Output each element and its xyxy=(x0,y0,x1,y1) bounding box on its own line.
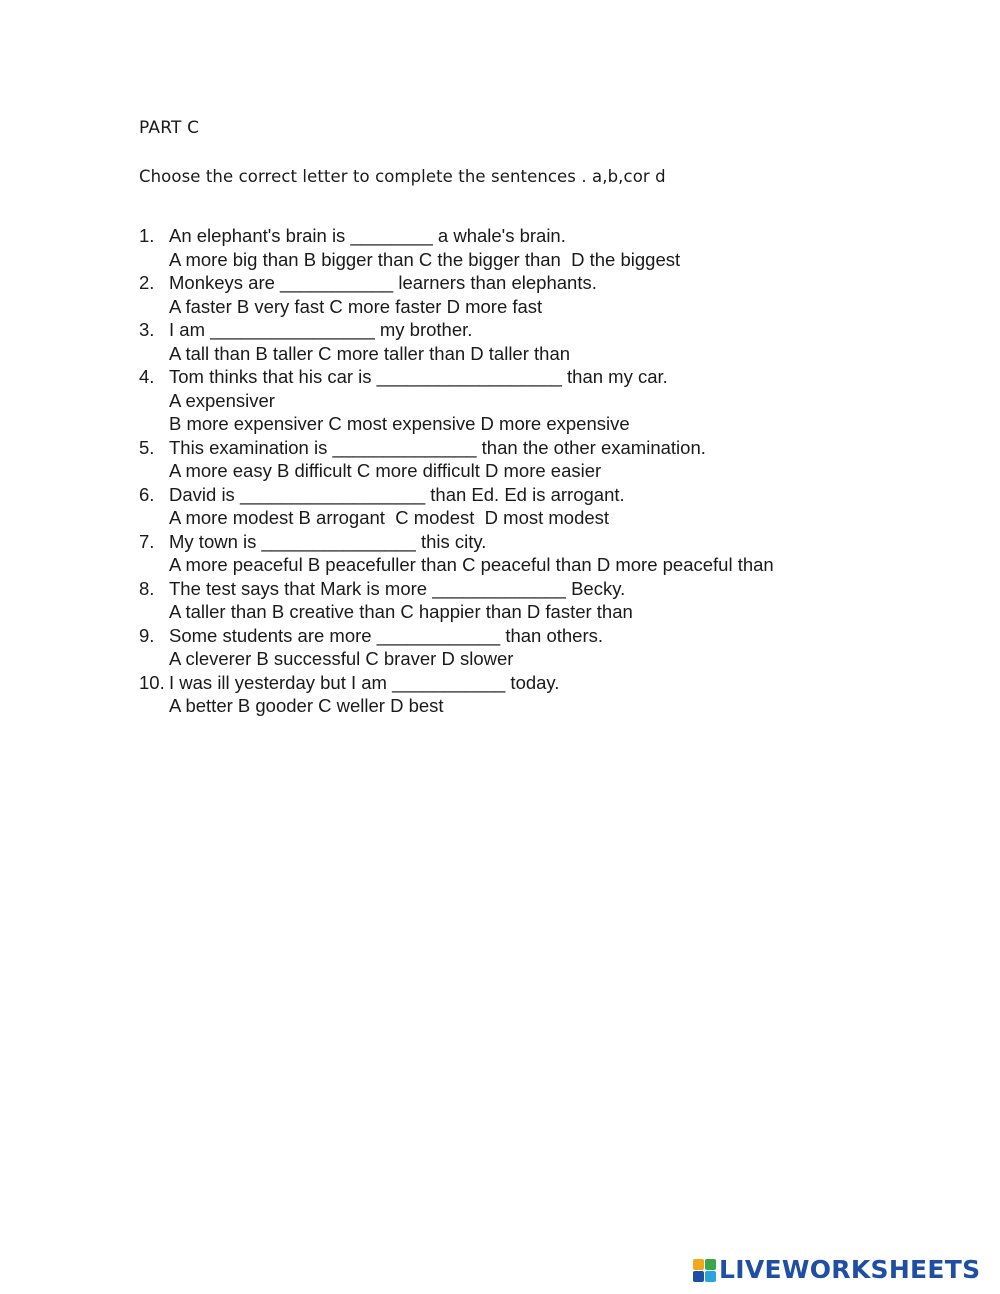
question-text: An elephant's brain is ________ a whale's brain. xyxy=(169,225,566,246)
question-text: This examination is ______________ than the other examination. xyxy=(169,436,706,458)
question-number: 4. xyxy=(139,366,155,387)
question-number: 8. xyxy=(139,577,155,599)
logo-mark-square xyxy=(693,1259,704,1270)
question-text: My town is _______________ this city. xyxy=(169,530,487,552)
question-body xyxy=(169,530,774,577)
question-item xyxy=(139,671,774,718)
question-item xyxy=(139,483,774,530)
question-body xyxy=(169,624,603,671)
question-body xyxy=(169,483,625,530)
question-number: 3. xyxy=(139,319,155,340)
question-number: 10. xyxy=(139,671,165,693)
answer-options: A more big than B bigger than C the bigger than D the biggest xyxy=(169,248,681,270)
logo-text: LIVEWORKSHEETS xyxy=(719,1255,981,1284)
logo-mark-square xyxy=(693,1271,704,1282)
question-text: I was ill yesterday but I am ___________ today. xyxy=(169,671,560,693)
logo-mark-square xyxy=(705,1259,716,1270)
question-number: 5. xyxy=(139,436,155,458)
logo-mark-icon xyxy=(693,1259,716,1282)
question-list xyxy=(139,224,774,718)
answer-options: B more expensiver C most expensive D more expensive xyxy=(169,413,630,434)
question-body xyxy=(169,436,706,483)
question-item xyxy=(139,365,774,436)
question-number: 9. xyxy=(139,624,155,646)
question-item xyxy=(139,271,774,318)
question-text: Monkeys are ___________ learners than elephants. xyxy=(169,272,597,293)
answer-options: A more modest B arrogant C modest D most modest xyxy=(169,507,610,528)
question-item xyxy=(139,318,774,365)
question-item xyxy=(139,530,774,577)
question-item xyxy=(139,224,774,271)
question-number: 6. xyxy=(139,483,155,505)
answer-options: A taller than B creative than C happier than D faster than xyxy=(169,601,633,622)
question-number: 2. xyxy=(139,272,155,293)
question-text: Tom thinks that his car is __________________ than my car. xyxy=(169,366,668,387)
part-title: PART C xyxy=(139,118,200,138)
question-body xyxy=(169,224,680,271)
question-item xyxy=(139,624,774,671)
question-item xyxy=(139,577,774,624)
answer-options: A better B gooder C weller D best xyxy=(169,695,444,716)
question-text: Some students are more ____________ than others. xyxy=(169,624,604,646)
question-item xyxy=(139,436,774,483)
question-body xyxy=(169,271,597,318)
answer-options: A tall than B taller C more taller than D taller than xyxy=(169,342,571,364)
answer-options: A cleverer B successful C braver D slower xyxy=(169,648,514,669)
answer-options: A more easy B difficult C more difficult D more easier xyxy=(169,460,602,481)
question-body xyxy=(169,365,668,436)
question-text: I am ________________ my brother. xyxy=(169,319,473,340)
question-number: 1. xyxy=(139,225,155,246)
liveworksheets-logo xyxy=(693,1256,980,1284)
question-text: The test says that Mark is more _____________ Becky. xyxy=(169,577,626,599)
question-body xyxy=(169,318,570,365)
logo-mark-square xyxy=(705,1271,716,1282)
question-body xyxy=(169,671,559,718)
answer-options: A more peaceful B peacefuller than C peaceful than D more peaceful than xyxy=(169,554,774,575)
question-text: David is __________________ than Ed. Ed is arrogant. xyxy=(169,483,625,505)
question-body xyxy=(169,577,633,624)
instructions: Choose the correct letter to complete the sentences . a,b,cor d xyxy=(139,167,666,186)
answer-options: A expensiver xyxy=(169,389,275,411)
question-number: 7. xyxy=(139,530,155,552)
answer-options: A faster B very fast C more faster D more fast xyxy=(169,295,543,317)
